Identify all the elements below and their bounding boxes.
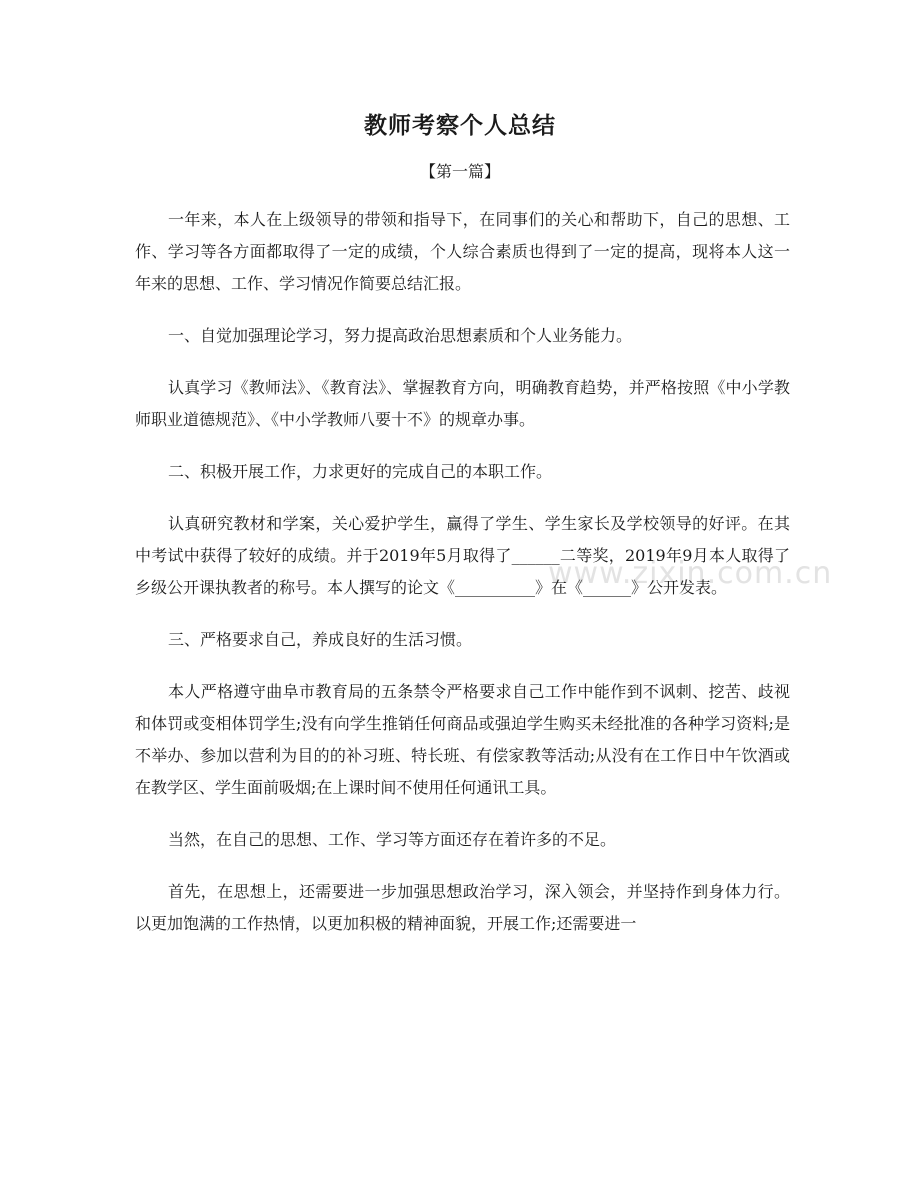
paragraph-intro: 一年来，本人在上级领导的带领和指导下，在同事们的关心和帮助下，自己的思想、工作、学习等各方面都取得了一定的成绩，个人综合素质也得到了一定的提高，现将本人这一年来的思想、工作、学习情况作简要总结汇报。 — [135, 210, 790, 293]
watermark: www.zixin.com.cn — [548, 556, 833, 591]
section-heading-2: 二、积极开展工作，力求更好的完成自己的本职工作。 — [168, 462, 553, 481]
paragraph-discipline: 本人严格遵守曲阜市教育局的五条禁令严格要求自己工作中能作到不讽刺、挖苦、歧视和体罚或变相体罚学生;没有向学生推销任何商品或强迫学生购买未经批准的各种学习资料;是不举办、参加以营利为目的的补习班、特长班、有偿家教等活动;从没有在工作日中午饮酒或在教学区、学生面前吸烟;在上课时间不使用任何通讯工具。 — [135, 682, 790, 797]
paragraph-study: 认真学习《教师法》、《教育法》、掌握教育方向，明确教育趋势，并严格按照《中小学教师职业道德规范》、《中小学教师八要十不》的规章办事。 — [135, 378, 790, 429]
section-heading-1: 一、自觉加强理论学习，努力提高政治思想素质和个人业务能力。 — [168, 326, 633, 345]
paragraph-first: 首先，在思想上，还需要进一步加强思想政治学习，深入领会，并坚持作到身体力行。以更加饱满的工作热情，以更加积极的精神面貌，开展工作;还需要进一 — [135, 882, 790, 933]
section-heading-3: 三、严格要求自己，养成良好的生活习惯。 — [168, 630, 473, 649]
document-body — [135, 204, 790, 960]
paragraph-shortcomings: 当然，在自己的思想、工作、学习等方面还存在着许多的不足。 — [168, 830, 617, 849]
paragraph-work: 认真研究教材和学案，关心爱护学生，赢得了学生、学生家长及学校领导的好评。在其中考试中获得了较好的成绩。并于2019年5月取得了______二等奖，2019年9月本人取得了乡级公开课执教者的称号。本人撰写的论文《__________》在《______》公开发表。 — [135, 514, 790, 597]
document-title: 教师考察个人总结 — [364, 112, 556, 139]
document-subtitle: 【第一篇】 — [419, 162, 500, 181]
